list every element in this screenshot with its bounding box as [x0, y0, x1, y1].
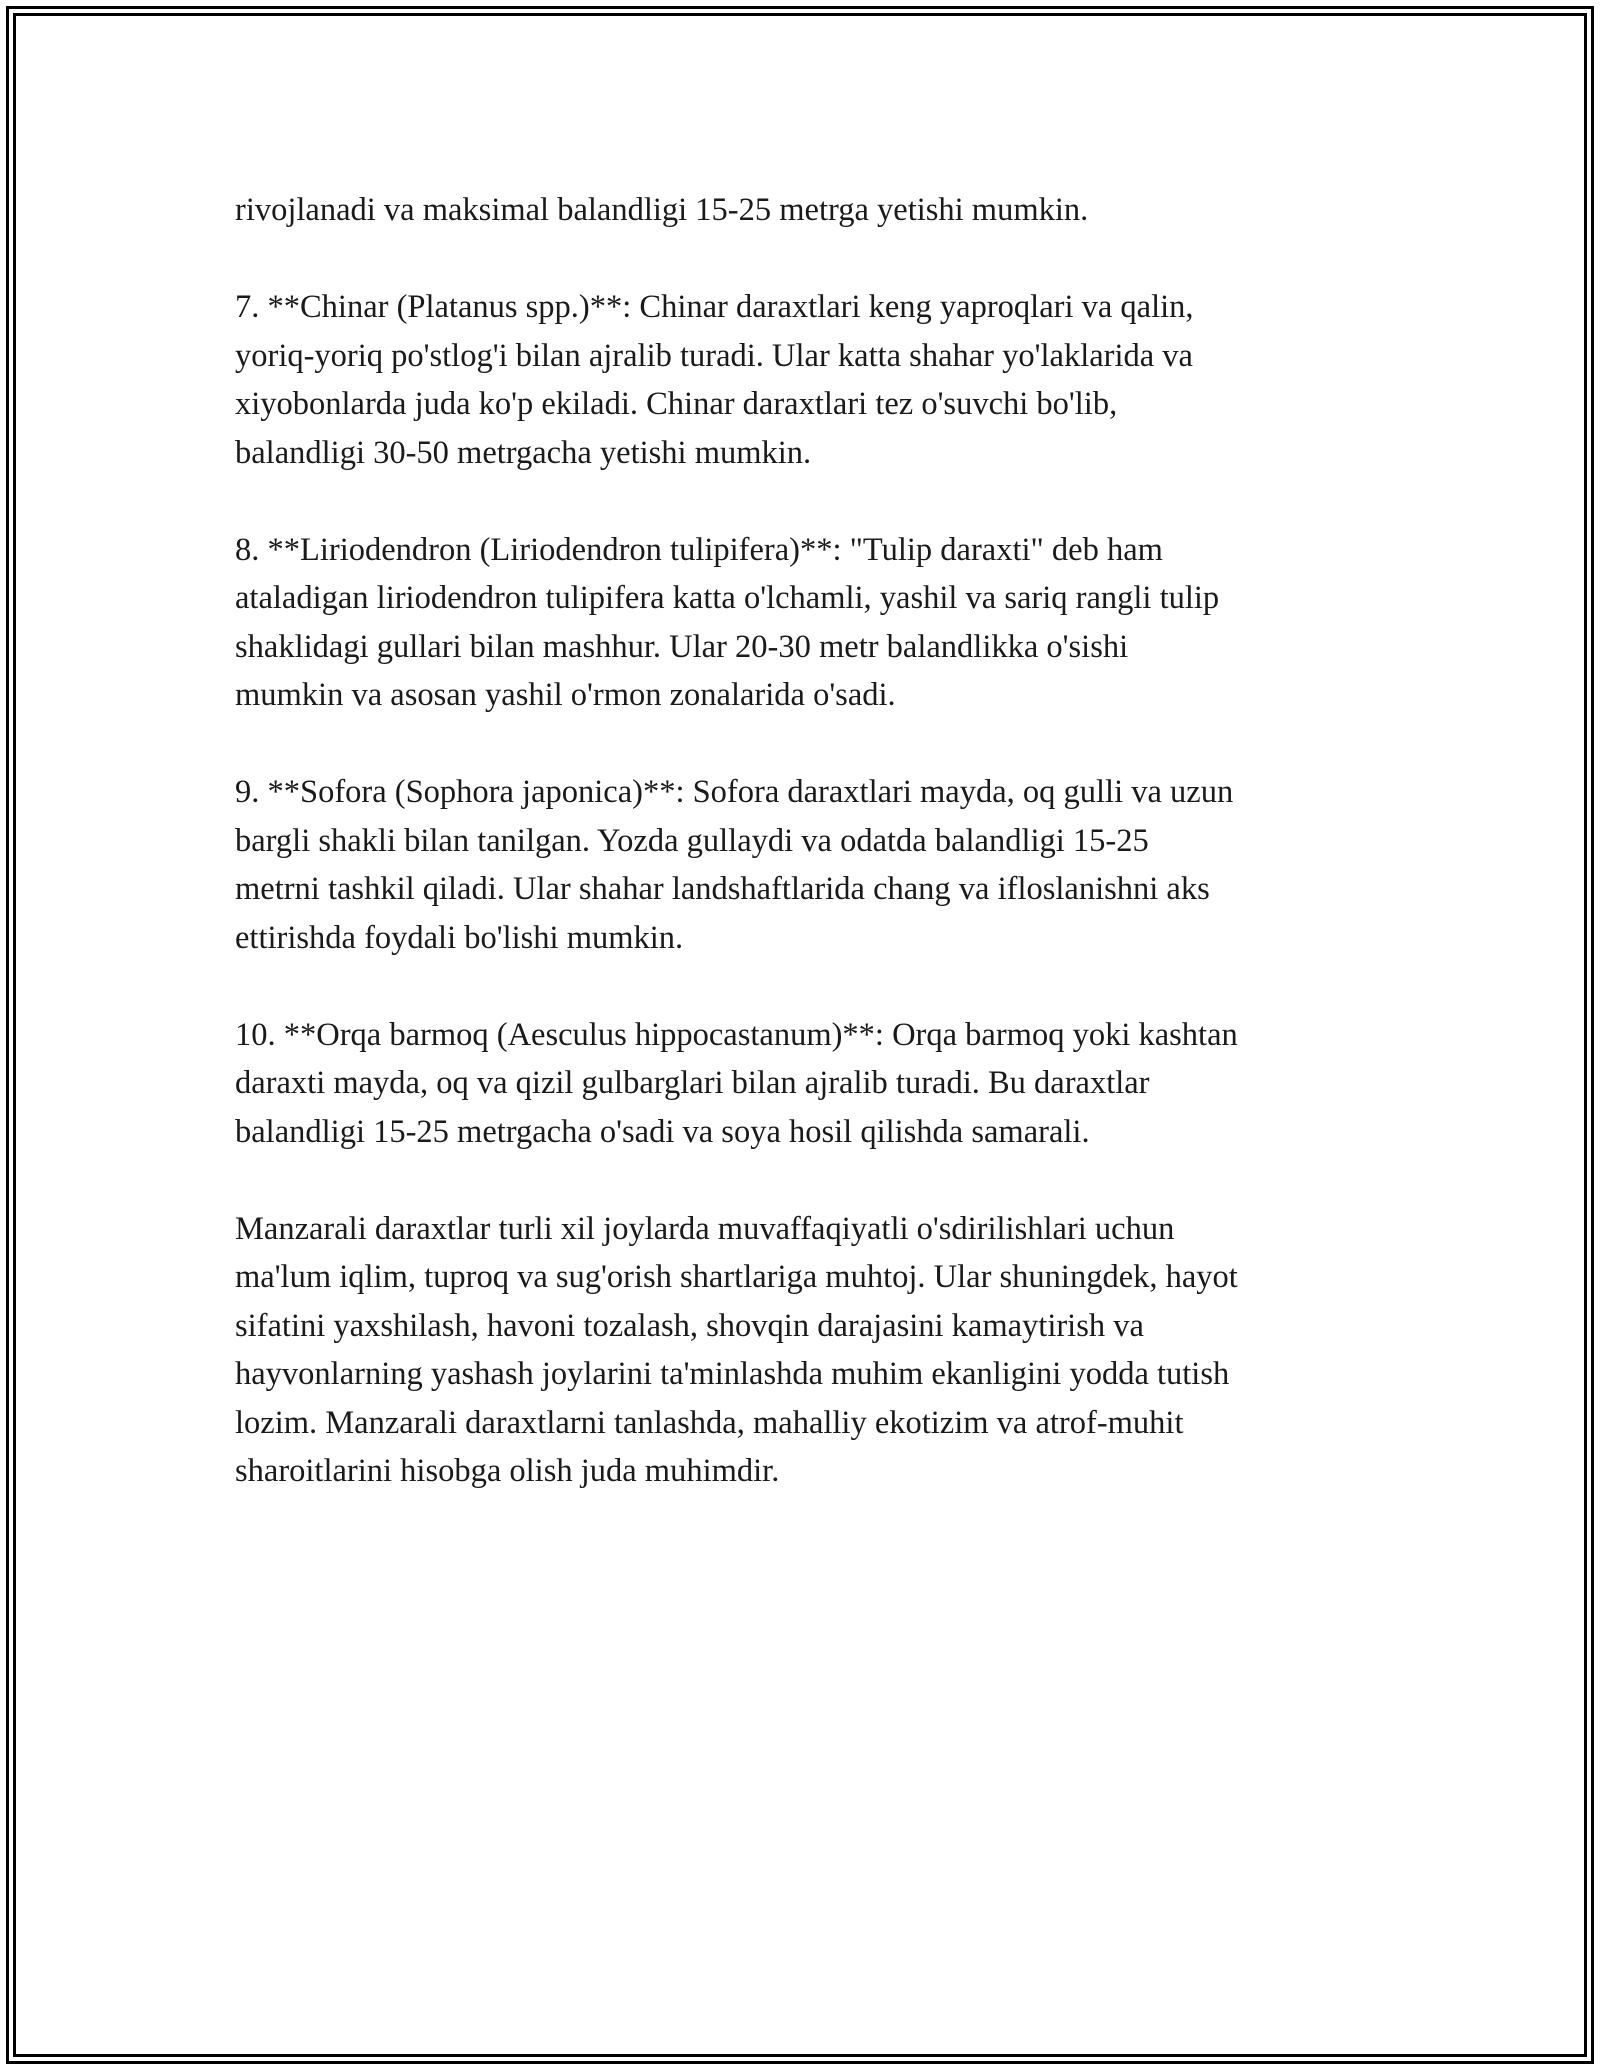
text-line: balandligi 15-25 metrgacha o'sadi va soya hosil qilishda samarali.	[235, 1113, 1090, 1150]
paragraph-orqa-barmoq	[235, 1011, 1375, 1157]
text-line: sharoitlarini hisobga olish juda muhimdir.	[235, 1453, 780, 1489]
text-line: 10. **Orqa barmoq (Aesculus hippocastanum)**: Orqa barmoq yoki kashtan	[235, 1016, 1238, 1053]
text-line: rivojlanadi va maksimal balandligi 15-25 metrga yetishi mumkin.	[235, 192, 1089, 228]
text-line: sifatini yaxshilash, havoni tozalash, shovqin darajasini kamaytirish va	[235, 1307, 1144, 1344]
text-line: 9. **Sofora (Sophora japonica)**: Sofora daraxtlari mayda, oq gulli va uzun	[235, 774, 1234, 810]
text-line: lozim. Manzarali daraxtlarni tanlashda, mahalliy ekotizim va atrof-muhit	[235, 1404, 1184, 1441]
text-line: ettirishda foydali bo'lishi mumkin.	[235, 919, 684, 956]
text-line: 7. **Chinar (Platanus spp.)**: Chinar daraxtlari keng yaproqlari va qalin,	[235, 289, 1194, 325]
text-line: metrni tashkil qiladi. Ular shahar landshaftlarida chang va ifloslanishni aks	[235, 871, 1210, 907]
text-line: balandligi 30-50 metrgacha yetishi mumkin.	[235, 434, 812, 471]
text-line: mumkin va asosan yashil o'rmon zonalarida o'sadi.	[235, 677, 896, 713]
paragraph-chinar	[235, 283, 1375, 477]
paragraph-sofora	[235, 768, 1375, 962]
text-line: ma'lum iqlim, tuproq va sug'orish shartlariga muhtoj. Ular shuningdek, hayot	[235, 1259, 1238, 1295]
document-body	[235, 186, 1375, 1544]
text-line: yoriq-yoriq po'stlog'i bilan ajralib turadi. Ular katta shahar yo'laklarida va	[235, 337, 1193, 374]
paragraph-continuation	[235, 186, 1375, 235]
text-line: hayvonlarning yashash joylarini ta'minlashda muhim ekanligini yodda tutish	[235, 1356, 1230, 1392]
text-line: xiyobonlarda juda ko'p ekiladi. Chinar daraxtlari tez o'suvchi bo'lib,	[235, 386, 1118, 422]
text-line: daraxti mayda, oq va qizil gulbarglari bilan ajralib turadi. Bu daraxtlar	[235, 1065, 1150, 1101]
text-line: ataladigan liriodendron tulipifera katta o'lchamli, yashil va sariq rangli tulip	[235, 580, 1220, 616]
text-line: bargli shakli bilan tanilgan. Yozda gullaydi va odatda balandligi 15-25	[235, 822, 1149, 859]
paragraph-conclusion	[235, 1205, 1375, 1496]
text-line: Manzarali daraxtlar turli xil joylarda muvaffaqiyatli o'sdirilishlari uchun	[235, 1210, 1175, 1247]
text-line: 8. **Liriodendron (Liriodendron tulipifera)**: "Tulip daraxti" deb ham	[235, 531, 1163, 568]
paragraph-liriodendron	[235, 526, 1375, 720]
text-line: shaklidagi gullari bilan mashhur. Ular 20-30 metr balandlikka o'sishi	[235, 628, 1129, 665]
